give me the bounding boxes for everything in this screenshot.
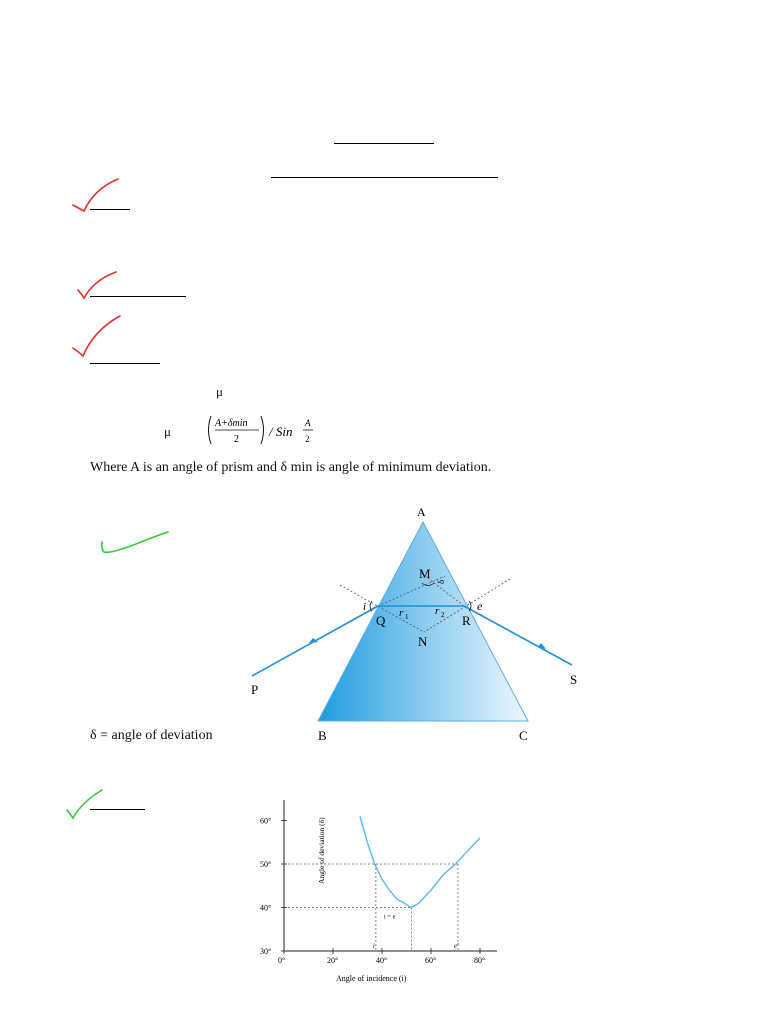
- label-s: S: [570, 672, 578, 687]
- label-m: M: [419, 566, 431, 581]
- prism-diagram: [240, 496, 600, 746]
- deviation-label: δ = angle of deviation: [90, 728, 213, 743]
- label-r2: r: [435, 605, 440, 617]
- y-tick-label: 60°: [260, 816, 272, 826]
- section-underline-4: [90, 809, 145, 810]
- label-r1-sub: 1: [405, 613, 409, 621]
- label-r: R: [462, 613, 471, 628]
- section-underline-1: [90, 209, 130, 210]
- formula-denominator: 2: [234, 434, 239, 445]
- x-tick-label: 40°: [376, 956, 388, 965]
- label-c: C: [519, 728, 528, 743]
- label-n: N: [418, 634, 428, 649]
- label-r1: r: [399, 607, 404, 619]
- formula-sin-denominator: 2: [305, 434, 310, 444]
- deviation-curve: [360, 816, 480, 907]
- x-tick-label: 60°: [425, 956, 437, 965]
- x-tick-label: 0°: [278, 956, 286, 965]
- refractive-index-formula: [206, 413, 326, 449]
- title-underline: [334, 143, 434, 144]
- label-q: Q: [376, 613, 386, 628]
- deviation-graph: [230, 790, 520, 990]
- label-i: i: [363, 601, 367, 613]
- y-tick-label: 30°: [260, 947, 272, 956]
- mu-symbol: μ: [216, 384, 223, 399]
- label-a: A: [417, 505, 426, 519]
- formula-numerator: A+δmin: [215, 418, 248, 429]
- label-p: P: [251, 682, 259, 697]
- formula-sin: / Sin: [269, 424, 293, 439]
- formula-mu: μ: [164, 424, 171, 439]
- label-b: B: [318, 728, 327, 743]
- y-axis-label: Angle of deviation (δ): [317, 817, 326, 884]
- checkmark-icon: [62, 786, 132, 822]
- e-prime-label: e': [453, 942, 459, 950]
- section-underline-2: [90, 296, 186, 297]
- section-underline-3: [90, 363, 160, 364]
- checkmark-icon: [68, 312, 124, 362]
- x-axis-label: Angle of incidence (i): [336, 974, 407, 983]
- i-label: i: [372, 942, 375, 950]
- y-tick-label: 40°: [260, 903, 272, 913]
- checkmark-icon: [96, 526, 176, 558]
- label-r2-sub: 2: [441, 611, 445, 619]
- y-tick-label: 50°: [260, 860, 272, 869]
- x-tick-label: 80°: [474, 956, 486, 965]
- label-e: e: [477, 599, 483, 613]
- label-delta: δ: [436, 579, 446, 584]
- definition-text: Where A is an angle of prism and δ min is angle of minimum deviation.: [90, 460, 492, 475]
- formula-sin-numerator: A: [305, 418, 311, 428]
- subtitle-underline: [271, 177, 498, 178]
- x-tick-label: 20°: [327, 956, 339, 965]
- i-equals-e-label: i = e: [383, 913, 396, 921]
